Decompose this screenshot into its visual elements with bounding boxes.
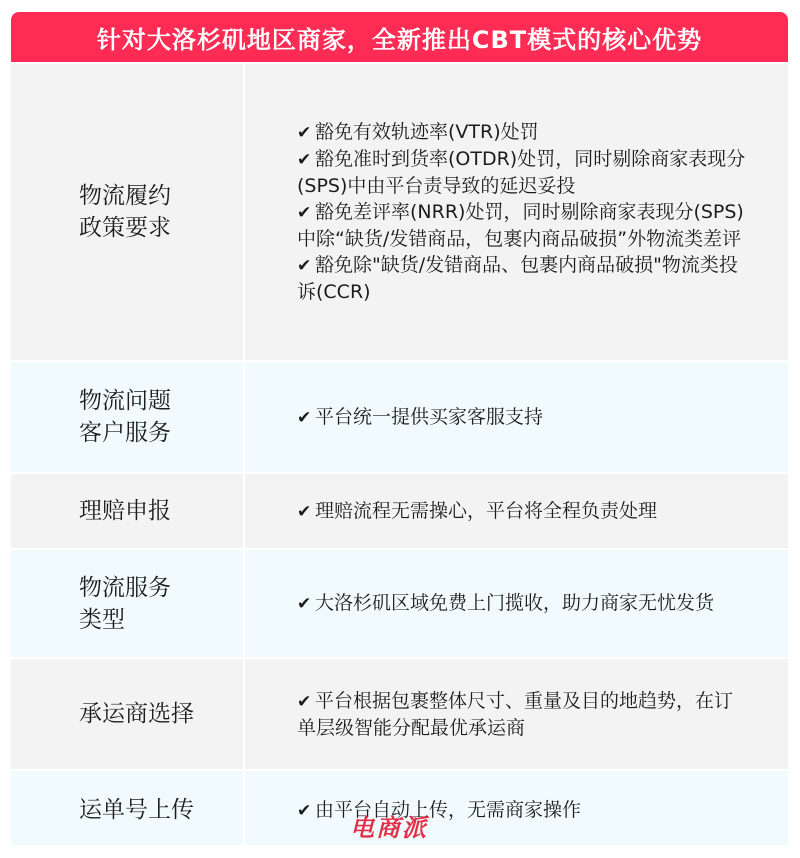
check-icon: ✔ (297, 256, 312, 276)
row-label (11, 362, 245, 472)
list-item (297, 146, 748, 199)
check-icon: ✔ (297, 123, 312, 143)
row-label-line: 类型 (79, 606, 125, 633)
list-item (297, 252, 748, 305)
row-content (245, 550, 788, 657)
row-content (245, 659, 788, 769)
list-item (297, 498, 748, 525)
table-row-carrier-selection (11, 657, 788, 769)
row-label-line: 物流履约 (79, 183, 171, 209)
row-label (11, 659, 245, 769)
row-label (11, 64, 245, 360)
row-content (245, 64, 788, 360)
check-icon: ✔ (297, 150, 312, 170)
row-label-line: 物流服务 (79, 574, 171, 601)
list-item (297, 199, 748, 252)
list-item (297, 688, 748, 741)
row-label-line: 承运商选择 (79, 701, 194, 727)
advantages-table (11, 12, 788, 845)
table-row-fulfillment-policy (11, 62, 788, 360)
row-content (245, 474, 788, 548)
row-label (11, 771, 245, 845)
check-icon: ✔ (297, 800, 312, 821)
row-label-line: 运单号上传 (79, 797, 194, 823)
item-text: 豁免差评率(NRR)处罚，同时剔除商家表现分(SPS)中除“缺货/发错商品，包裹内商品破损”外物流类差评 (297, 201, 744, 250)
row-label-line: 政策要求 (79, 215, 171, 241)
row-label (11, 550, 245, 657)
row-label-line: 理赔申报 (79, 498, 171, 524)
check-icon: ✔ (297, 407, 312, 428)
item-text: 平台根据包裹整体尺寸、重量及目的地趋势，在订单层级智能分配最优承运商 (297, 689, 734, 739)
item-text: 平台统一提供买家客服支持 (315, 405, 544, 428)
watermark-logo: 电商派 (350, 813, 428, 842)
table-header-title: 针对大洛杉矶地区商家，全新推出CBT模式的核心优势 (11, 12, 788, 62)
list-item (297, 590, 748, 617)
check-icon: ✔ (297, 203, 312, 223)
table-row-customer-service (11, 360, 788, 472)
check-icon: ✔ (297, 501, 312, 522)
row-content (245, 771, 788, 845)
table-row-service-type (11, 548, 788, 657)
item-text: 理赔流程无需操心，平台将全程负责处理 (315, 499, 658, 522)
table-row-claims (11, 472, 788, 548)
item-text: 豁免有效轨迹率(VTR)处罚 (315, 121, 539, 143)
row-label-line: 客户服务 (79, 420, 171, 446)
item-text: 大洛杉矶区域免费上门揽收，助力商家无忧发货 (315, 592, 715, 614)
row-label-line: 物流问题 (79, 388, 171, 414)
list-item (297, 119, 748, 146)
check-icon: ✔ (297, 691, 312, 712)
item-text: 豁免除"缺货/发错商品、包裹内商品破损"物流类投诉(CCR) (297, 254, 738, 303)
check-icon: ✔ (297, 594, 312, 614)
row-content (245, 362, 788, 472)
item-text: 由平台自动上传，无需商家操作 (315, 798, 582, 821)
row-label (11, 474, 245, 548)
item-text: 豁免准时到货率(OTDR)处罚，同时剔除商家表现分(SPS)中由平台责导致的延迟妥投 (297, 148, 746, 197)
list-item (297, 404, 748, 431)
